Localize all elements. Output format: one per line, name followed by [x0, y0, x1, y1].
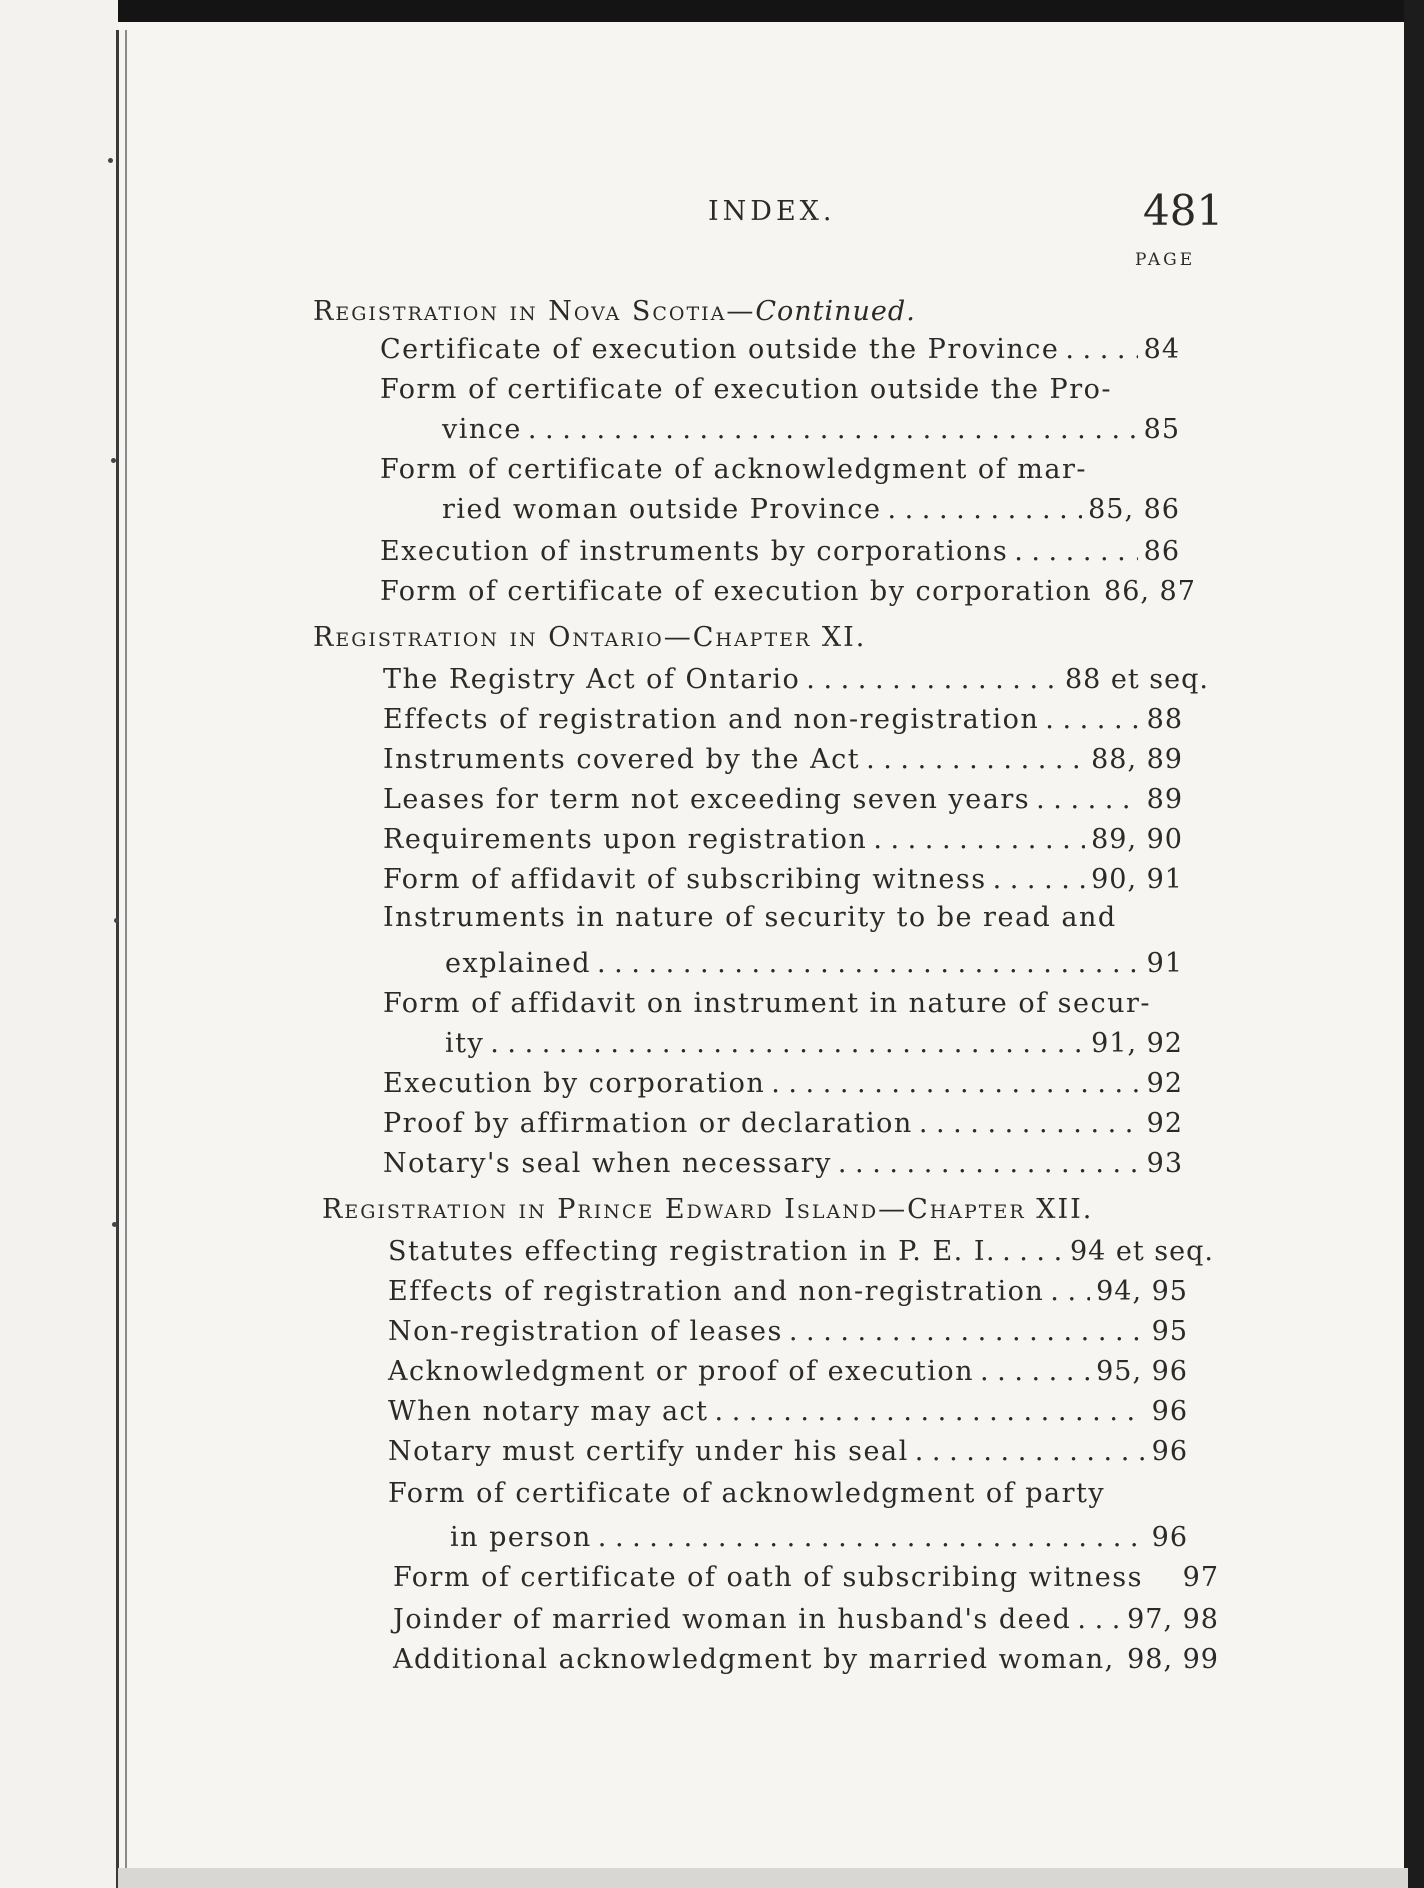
- index-entry: [388, 1392, 1188, 1432]
- index-entry: [383, 860, 1183, 900]
- entry-page: 98, 99: [1127, 1644, 1219, 1675]
- section-heading: [313, 618, 1133, 658]
- entry-page: 94, 95: [1096, 1276, 1188, 1307]
- index-entry: [380, 532, 1180, 572]
- entry-page: 94 et seq.: [1069, 1236, 1214, 1267]
- leader-dots: [528, 410, 1138, 450]
- entry-text: Joinder of married woman in husband's deed: [393, 1604, 1072, 1635]
- entry-page: 88: [1146, 704, 1183, 735]
- entry-text: Non-registration of leases: [388, 1316, 783, 1347]
- entry-page: 86, 87: [1104, 576, 1196, 607]
- leader-dots: [873, 820, 1085, 860]
- index-entry-continuation: [445, 1024, 1183, 1064]
- entry-page: 93: [1146, 1148, 1183, 1179]
- entry-text: Form of affidavit on instrument in nature of secur-: [383, 988, 1152, 1019]
- leader-dots: [887, 490, 1082, 530]
- entry-text: Additional acknowledgment by married woman,: [393, 1644, 1115, 1675]
- leader-dots: [771, 1064, 1140, 1104]
- heading-text: Registration in Prince Edward Island—Chapter XII.: [322, 1194, 1094, 1225]
- entry-text: in person: [450, 1522, 592, 1553]
- entry-page: 96: [1151, 1436, 1188, 1467]
- entry-page: 91, 92: [1091, 1028, 1183, 1059]
- entry-text: Form of certificate of oath of subscribing witness: [393, 1562, 1143, 1593]
- entry-text: Instruments covered by the Act: [383, 744, 861, 775]
- entry-page: 92: [1146, 1068, 1183, 1099]
- entry-text: ity: [445, 1028, 485, 1059]
- index-entry: [383, 660, 1209, 700]
- index-entry-continuation: [450, 1518, 1188, 1558]
- entry-text: Effects of registration and non-registration: [388, 1276, 1045, 1307]
- index-entry: [383, 1064, 1183, 1104]
- entry-page: 86: [1143, 536, 1180, 567]
- entry-page: 95, 96: [1096, 1356, 1188, 1387]
- leader-dots: [1045, 700, 1140, 740]
- leader-dots: [490, 1024, 1085, 1064]
- entry-text: Statutes effecting registration in P. E. I.: [388, 1236, 997, 1267]
- entry-page: 92: [1146, 1108, 1183, 1139]
- entry-text: Instruments in nature of security to be read and: [383, 902, 1117, 933]
- index-entry: [388, 1352, 1188, 1392]
- leader-dots: [598, 1518, 1146, 1558]
- index-entry: [388, 1474, 1148, 1514]
- index-entry: [393, 1600, 1219, 1640]
- entry-text: Form of certificate of execution outside the Pro-: [380, 374, 1113, 405]
- index-entry: [380, 330, 1180, 370]
- index-entry: [383, 984, 1152, 1024]
- entry-text: Form of certificate of execution by corporation: [380, 576, 1093, 607]
- entry-page: 90, 91: [1091, 864, 1183, 895]
- index-entry: [388, 1272, 1188, 1312]
- entry-text: Effects of registration and non-registration: [383, 704, 1040, 735]
- entry-page: 91: [1146, 948, 1183, 979]
- entry-text: vince: [442, 414, 522, 445]
- leader-dots: [1002, 1232, 1064, 1272]
- entry-page: 96: [1151, 1396, 1188, 1427]
- index-entry: [383, 898, 1143, 938]
- index-entry: [383, 700, 1183, 740]
- heading-text: Registration in Ontario—Chapter XI.: [313, 622, 867, 653]
- entry-page: 89, 90: [1091, 824, 1183, 855]
- leader-dots: [919, 1104, 1141, 1144]
- leader-dots: [980, 1352, 1090, 1392]
- index-entry-continuation: [442, 410, 1180, 450]
- leader-dots: [838, 1144, 1141, 1184]
- index-entry: [388, 1232, 1214, 1272]
- entry-text: Notary must certify under his seal: [388, 1436, 909, 1467]
- entry-text: Proof by affirmation or declaration: [383, 1108, 913, 1139]
- entry-text: Form of affidavit of subscribing witness: [383, 864, 987, 895]
- leader-dots: [1036, 780, 1141, 820]
- index-entry: [383, 1104, 1183, 1144]
- index-entry: [393, 1558, 1219, 1598]
- index-entry: [383, 780, 1183, 820]
- entry-page: 97: [1182, 1562, 1219, 1593]
- entry-text: The Registry Act of Ontario: [383, 664, 801, 695]
- entry-text: Certificate of execution outside the Province: [380, 334, 1060, 365]
- entry-text: ried woman outside Province: [442, 494, 882, 525]
- leader-dots: [866, 740, 1085, 780]
- entry-text: Execution of instruments by corporations: [380, 536, 1009, 567]
- leader-dots: [1065, 330, 1137, 370]
- entry-page: 85, 86: [1088, 494, 1180, 525]
- leader-dots: [1077, 1600, 1121, 1640]
- entry-text: Acknowledgment or proof of execution: [388, 1356, 974, 1387]
- continued-label: Continued.: [755, 296, 916, 327]
- index-entry-continuation: [442, 490, 1180, 530]
- index-entry: [393, 1640, 1219, 1680]
- index-entry: [383, 820, 1183, 860]
- leader-dots: [715, 1392, 1146, 1432]
- entry-text: When notary may act: [388, 1396, 709, 1427]
- running-head: INDEX.: [708, 196, 836, 227]
- entry-page: 95: [1151, 1316, 1188, 1347]
- entry-text: Execution by corporation: [383, 1068, 766, 1099]
- section-heading: [313, 292, 1133, 332]
- entry-text: Form of certificate of acknowledgment of party: [388, 1478, 1106, 1509]
- entry-page: 88 et seq.: [1064, 664, 1209, 695]
- page-number: 481: [1143, 186, 1224, 235]
- entry-page: 96: [1151, 1522, 1188, 1553]
- leader-dots: [1014, 532, 1137, 572]
- leader-dots: [806, 660, 1059, 700]
- leader-dots: [915, 1432, 1146, 1472]
- leader-dots: [993, 860, 1086, 900]
- index-entry: [388, 1432, 1188, 1472]
- entry-page: 97, 98: [1127, 1604, 1219, 1635]
- index-entry: [380, 450, 1140, 490]
- entry-page: 89: [1146, 784, 1183, 815]
- entry-text: Notary's seal when necessary: [383, 1148, 832, 1179]
- leader-dots: [597, 944, 1141, 984]
- leader-dots: [1050, 1272, 1090, 1312]
- leader-dots: [789, 1312, 1146, 1352]
- page-column-label: PAGE: [1135, 250, 1196, 270]
- section-heading: [322, 1190, 1182, 1230]
- index-entry: [380, 572, 1196, 612]
- entry-text: explained: [445, 948, 592, 979]
- entry-text: Leases for term not exceeding seven years: [383, 784, 1031, 815]
- entry-text: Requirements upon registration: [383, 824, 868, 855]
- entry-page: 88, 89: [1091, 744, 1183, 775]
- index-entry: [383, 740, 1183, 780]
- heading-text: Registration in Nova Scotia—: [313, 296, 756, 327]
- index-entry: [388, 1312, 1188, 1352]
- index-entry-continuation: [445, 944, 1183, 984]
- index-entry: [380, 370, 1140, 410]
- index-entry: [383, 1144, 1183, 1184]
- entry-page: 84: [1143, 334, 1180, 365]
- entry-text: Form of certificate of acknowledgment of mar-: [380, 454, 1087, 485]
- entry-page: 85: [1143, 414, 1180, 445]
